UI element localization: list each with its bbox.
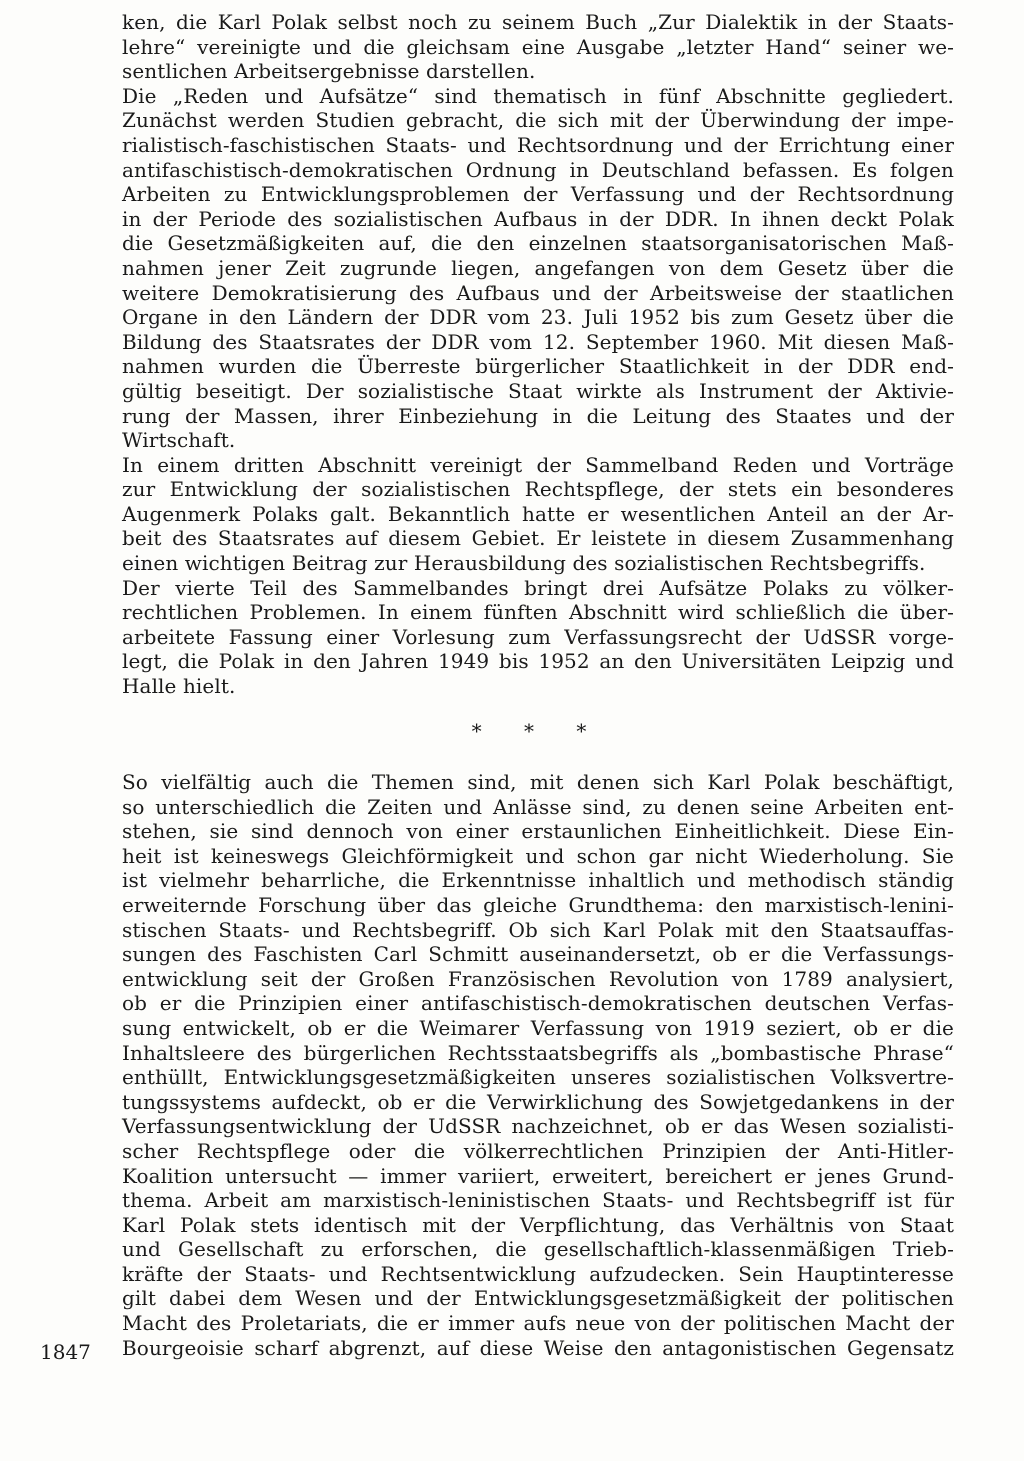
text-line: zur Entwicklung der sozialistischen Rechtspflege, der stets ein besonderes <box>122 477 954 502</box>
text-line: rialistisch-faschistischen Staats- und Rechtsordnung und der Errichtung einer <box>122 132 954 157</box>
text-line: Der vierte Teil des Sammelbandes bringt drei Aufsätze Polaks zu völker- <box>122 575 954 600</box>
text-line: so unterschiedlich die Zeiten und Anlässe sind, zu denen seine Arbeiten ent- <box>122 794 954 819</box>
text-line: erweiternde Forschung über das gleiche Grundthema: den marxistisch-lenini- <box>122 892 954 917</box>
text-line: Macht des Proletariats, die er immer aufs neue von der politischen Macht der <box>122 1311 954 1336</box>
text-line: und Gesellschaft zu erforschen, die gesellschaftlich-klassenmäßigen Trieb- <box>122 1237 954 1262</box>
text-line: tungssystems aufdeckt, ob er die Verwirklichung des Sowjetgedankens in der <box>122 1089 954 1114</box>
text-line: Augenmerk Polaks galt. Bekanntlich hatte er wesentlichen Anteil an der Ar- <box>122 501 954 526</box>
text-line: Bourgeoisie scharf abgrenzt, auf diese Weise den antagonistischen Gegensatz <box>122 1335 954 1360</box>
body-text-section-1 <box>122 10 954 699</box>
text-line: die Gesetzmäßigkeiten auf, die den einzelnen staatsorganisatorischen Maß- <box>122 231 954 256</box>
text-line: nahmen jener Zeit zugrunde liegen, angefangen von dem Gesetz über die <box>122 255 954 280</box>
text-line: sung entwickelt, ob er die Weimarer Verfassung von 1919 seziert, ob er die <box>122 1015 954 1040</box>
text-line: thema. Arbeit am marxistisch-leninistischen Staats- und Rechtsbegriff ist für <box>122 1188 954 1213</box>
text-line: nahmen wurden die Überreste bürgerlicher Staatlichkeit in der DDR end- <box>122 354 954 379</box>
text-line: Koalition untersucht — immer variiert, erweitert, bereichert er jenes Grund- <box>122 1163 954 1188</box>
text-line: enthüllt, Entwicklungsgesetzmäßigkeiten unseres sozialistischen Volksvertre- <box>122 1065 954 1090</box>
text-line: ken, die Karl Polak selbst noch zu seinem Buch „Zur Dialektik in der Staats- <box>122 10 954 34</box>
text-line: stischen Staats- und Rechtsbegriff. Ob sich Karl Polak mit den Staatsauffas- <box>122 917 954 942</box>
text-line: weitere Demokratisierung des Aufbaus und der Arbeitsweise der staatlichen <box>122 280 954 305</box>
text-line: lehre“ vereinigte und die gleichsam eine Ausgabe „letzter Hand“ seiner we- <box>122 34 954 59</box>
text-line: Die „Reden und Aufsätze“ sind thematisch in fünf Abschnitte gegliedert. <box>122 83 954 108</box>
text-line: Zunächst werden Studien gebracht, die sich mit der Überwindung der impe- <box>122 108 954 133</box>
text-line: Halle hielt. <box>122 674 236 699</box>
text-line: Organe in den Ländern der DDR vom 23. Juli 1952 bis zum Gesetz über die <box>122 305 954 330</box>
text-line: stehen, sie sind dennoch von einer erstaunlichen Einheitlichkeit. Diese Ein- <box>122 819 954 844</box>
text-line: entwicklung seit der Großen Französischen Revolution von 1789 analysiert, <box>122 966 954 991</box>
text-line: arbeitete Fassung einer Vorlesung zum Verfassungsrecht der UdSSR vorge- <box>122 624 954 649</box>
section-separator: * * * <box>471 719 605 743</box>
text-line: einen wichtigen Beitrag zur Herausbildung des sozialistischen Rechtsbegriffs. <box>122 551 926 576</box>
page-number: 1847 <box>40 1340 91 1364</box>
text-line: Karl Polak stets identisch mit der Verpflichtung, das Verhältnis von Staat <box>122 1212 954 1237</box>
text-line: beit des Staatsrates auf diesem Gebiet. Er leistete in diesem Zusammenhang <box>122 526 954 551</box>
text-line: Bildung des Staatsrates der DDR vom 12. September 1960. Mit diesen Maß- <box>122 329 954 354</box>
text-line: ob er die Prinzipien einer antifaschistisch-demokratischen deutschen Verfas- <box>122 991 954 1016</box>
text-line: scher Rechtspflege oder die völkerrechtlichen Prinzipien der Anti-Hitler- <box>122 1138 954 1163</box>
text-line: In einem dritten Abschnitt vereinigt der Sammelband Reden und Vorträge <box>122 452 954 477</box>
text-line: Verfassungsentwicklung der UdSSR nachzeichnet, ob er das Wesen sozialisti- <box>122 1114 954 1139</box>
text-line: sungen des Faschisten Carl Schmitt auseinandersetzt, ob er die Verfassungs- <box>122 942 954 967</box>
text-line: gültig beseitigt. Der sozialistische Staat wirkte als Instrument der Aktivie- <box>122 378 954 403</box>
text-line: antifaschistisch-demokratischen Ordnung in Deutschland befassen. Es folgen <box>122 157 954 182</box>
text-line: ist vielmehr beharrliche, die Erkenntnisse inhaltlich und methodisch ständig <box>122 868 954 893</box>
text-line: rung der Massen, ihrer Einbeziehung in die Leitung des Staates und der <box>122 403 954 428</box>
text-line: in der Periode des sozialistischen Aufbaus in der DDR. In ihnen deckt Polak <box>122 206 954 231</box>
body-text-section-2 <box>122 770 954 1360</box>
text-line: sentlichen Arbeitsergebnisse darstellen. <box>122 59 536 84</box>
text-line: gilt dabei dem Wesen und der Entwicklungsgesetzmäßigkeit der politischen <box>122 1286 954 1311</box>
text-line: rechtlichen Problemen. In einem fünften Abschnitt wird schließlich die über- <box>122 600 954 625</box>
text-line: Inhaltsleere des bürgerlichen Rechtsstaatsbegriffs als „bombastische Phrase“ <box>122 1040 954 1065</box>
text-line: legt, die Polak in den Jahren 1949 bis 1952 an den Universitäten Leipzig und <box>122 649 954 674</box>
text-line: heit ist keineswegs Gleichförmigkeit und schon gar nicht Wiederholung. Sie <box>122 843 954 868</box>
text-line: Arbeiten zu Entwicklungsproblemen der Verfassung und der Rechtsordnung <box>122 182 954 207</box>
text-line: So vielfältig auch die Themen sind, mit denen sich Karl Polak beschäftigt, <box>122 770 954 794</box>
text-line: kräfte der Staats- und Rechtsentwicklung aufzudecken. Sein Hauptinteresse <box>122 1261 954 1286</box>
text-line: Wirtschaft. <box>122 428 236 453</box>
